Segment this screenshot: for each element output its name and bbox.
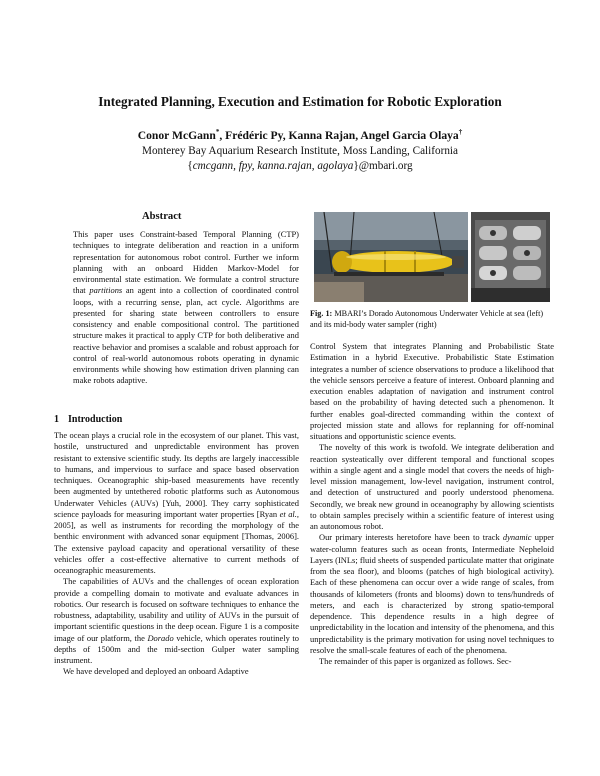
- abstract-body: [73, 229, 299, 387]
- figure-1-images: [314, 212, 550, 302]
- author-primary: Conor McGann: [137, 128, 216, 142]
- email-names: cmcgann, fpy, kanna.rajan, agolaya: [192, 160, 354, 172]
- abstract-heading: Abstract: [142, 211, 182, 222]
- figure-caption-text: MBARI’s Dorado Autonomous Underwater Vehicle at sea (left) and its mid-body water sampler (right): [310, 309, 544, 329]
- author-mark-a: *: [215, 128, 220, 136]
- email-line: [40, 159, 560, 174]
- author-mark-b: †: [458, 128, 463, 136]
- intro-paragraph-3: We have developed and deployed an onboard Adaptive: [63, 666, 249, 677]
- abstract-text-em: partitions: [89, 285, 123, 296]
- email-domain: }@mbari.org: [353, 160, 413, 172]
- abstract-text-b: an agent into a collection of coordinated control loops, with a recurring sense, plan, act cycle. Algorithms are presented for sharing state between controllers to ensure consistency and enable compositional control. The partitioned structure makes it practical to apply CTP for both deliberative and reactive behavior and promises a scalable and robust approach for control of real-world autonomous robots operating in dynamic environments while showing how estimation driven planning can make robots adaptive.: [73, 285, 299, 386]
- affiliation: Monterey Bay Aquarium Research Institute, Moss Landing, California: [142, 145, 458, 157]
- abstract-text-a: This paper uses Constraint-based Temporal Planning (CTP) techniques to integrate deliberation and reaction in a uniform representation for autonomous robot control. Further we inform planning with an onboard Hidden Markov-Model for environmental state estimation. We formulate a control structure that: [73, 229, 299, 296]
- section-heading-introduction: [54, 414, 122, 425]
- intro-left-column: [54, 430, 299, 678]
- right-paragraph-3: Our primary interests heretofore have been to track dynamic upper water-column features such as ocean fronts, Intermediate Nepheloid Layers (INLs; fluid sheets of suspended particulate matter that originate from the sea floor), and blooms (patches of high biological activity). Each of these phenomena can occur over a wide range of scales, from thousands of kilometers (fronts and blooms) down to tens/hundreds of meters, and each is characterized by strong spatio-temporal dependence. This dependence results in a high degree of unpredictability in the location and intensity of the phenomena, and this unpredictability is the primary motivation for using novel techniques to resolve the small-scale features of each of the phenomena.: [310, 532, 554, 655]
- intro-right-column: [310, 341, 554, 667]
- auv-photo: [314, 212, 468, 302]
- paper-title: Integrated Planning, Execution and Estimation for Robotic Exploration: [98, 94, 502, 109]
- figure-1-caption: [310, 309, 554, 330]
- author-list: [40, 128, 560, 142]
- intro-paragraph-2: The capabilities of AUVs and the challenges of ocean exploration provide a compelling domain to motivate and evaluate advances in robotics. Our research is focused on software techniques to enhance the robustness, adaptability, usability and utility of AUVs in the pursuit of important scientific questions in the deep ocean. Figure 1 is a composite image of our platform, the Dorado vehicle, which operates routinely to depths of 1500m and the mid-section Gulper water sampling instrument.: [54, 576, 299, 665]
- sampler-illustration: [471, 212, 550, 302]
- section-title: Introduction: [68, 414, 123, 425]
- author-others: , Frédéric Py, Kanna Rajan, Angel Garcia Olaya: [219, 128, 459, 142]
- section-number: 1: [54, 414, 59, 425]
- affiliation-block: [40, 144, 560, 174]
- right-paragraph-2: The novelty of this work is twofold. We integrate deliberation and reaction systeatically over different temporal and functional scopes within a single agent and a single model that covers the needs of high-level mission management, low-level navigation, instrument control, and detection of unstructured and poorly understood phenomena. Secondly, we break new ground in oceanography by allowing scientists to obtain samples precisely within a scientific feature of interest using an autonomous robot.: [310, 442, 554, 531]
- right-paragraph-1: Control System that integrates Planning and Probabilistic State Estimation in a hybrid Executive. Probabilistic State Estimation integrates a number of science observations to produce a likelihood that the vehicle sensors perceive a feature of interest. Onboard planning and execution enables adaptation of navigation and instrument control based on the probability of having detected such a phenomenon. It further enables goal-directed commanding within the context of projected mission state and allows for replanning for off-nominal situations and opportunistic science events.: [310, 341, 554, 441]
- auv-illustration: [314, 212, 468, 302]
- water-sampler-photo: [471, 212, 550, 302]
- email-open: {: [187, 160, 193, 172]
- figure-label: Fig. 1:: [310, 309, 333, 318]
- right-paragraph-4: The remainder of this paper is organized as follows. Sec-: [319, 656, 512, 666]
- intro-paragraph-1: The ocean plays a crucial role in the ecosystem of our planet. This vast, hostile, unstructured and unpredictable environment has proven resistant to extensive scientific study. Its depths are largely inaccessible to humans, and impervious to surface and space based observation techniques. Oceanographic ship-based measurements have recently been augmented by untethered robotic platforms such as Autonomous Underwater Vehicles (AUVs) [Yuh, 2000]. They carry sophisticated science payloads for measuring important water properties [Ryan et al., 2005], as well as instruments for recording the morphology of the benthic environment with advanced sonar equipment [Thomas, 2006]. The extensive payload capacity and operational versatility of these vehicles offer a cost-effective alternative to current methods of oceanographic measurements.: [54, 430, 299, 575]
